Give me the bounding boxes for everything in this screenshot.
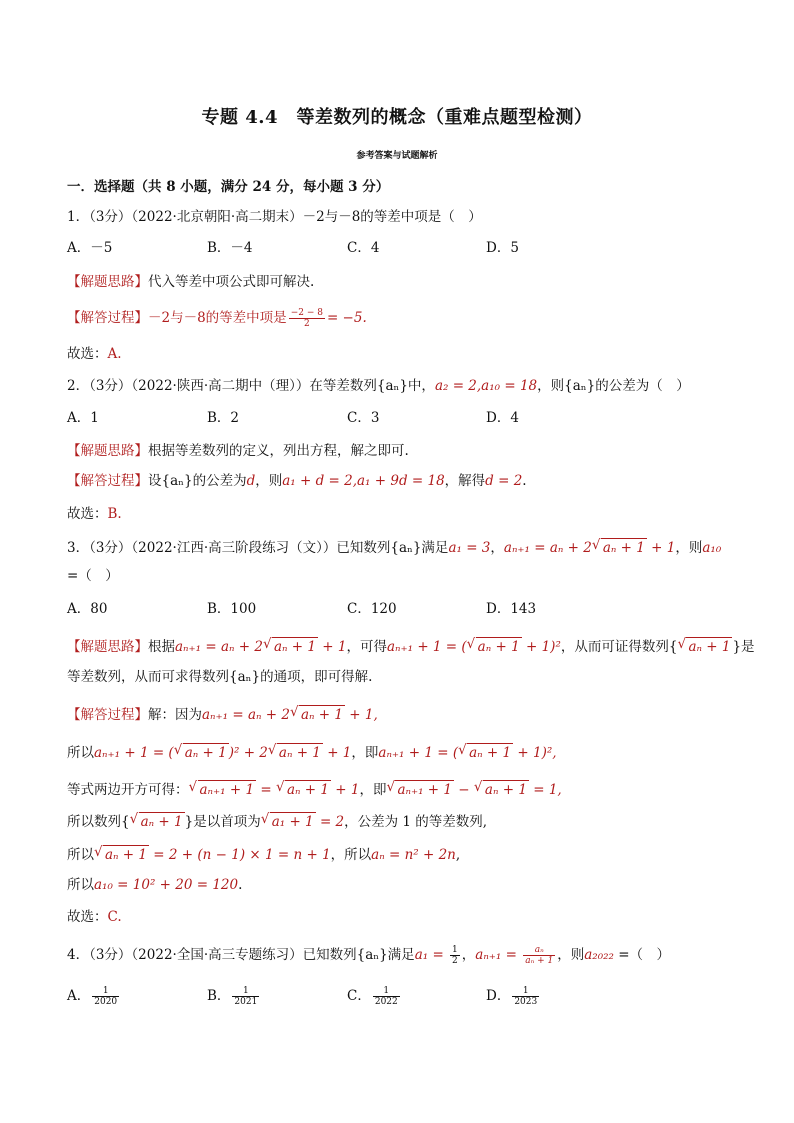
q3-stem-sqrt: √ aₙ + 1 bbox=[601, 538, 647, 557]
q2-stem-part-b: ，则{aₙ}的公差为（ ） bbox=[537, 378, 690, 394]
q4-option-c bbox=[347, 986, 402, 1007]
q3-p2-b: ，即 bbox=[351, 745, 379, 761]
q3-process-line6 bbox=[67, 876, 242, 894]
q3-p4-sqrt1: √ aₙ + 1 bbox=[139, 812, 185, 831]
q3-idea-m3: aₙ₊₁ + 1 = ( bbox=[386, 639, 467, 655]
q2-stem-part-a: 2．（3分）（2022·陕西·高二期中（理））在等差数列{aₙ}中， bbox=[67, 378, 435, 394]
q3-idea-m2: + 1 bbox=[317, 639, 347, 655]
q2-process-d: d bbox=[246, 473, 256, 489]
page-title: 专题 4.4 等差数列的概念（重难点题型检测） bbox=[201, 107, 593, 128]
q3-idea-m1: aₙ₊₁ = aₙ + 2 bbox=[175, 639, 263, 655]
q1-option-b: B．－4 bbox=[207, 240, 253, 256]
answer-label: 故选： bbox=[67, 346, 108, 362]
q4-stem bbox=[67, 945, 670, 966]
q3-option-d: D．143 bbox=[486, 601, 537, 617]
q3-p1-sqrt: √ aₙ + 1 bbox=[299, 705, 345, 724]
q3-p4-c: ，公差为 1 的等差数列, bbox=[344, 814, 488, 830]
q3-idea-sqrt2: √ aₙ + 1 bbox=[476, 637, 522, 656]
q1-process-text: －2与－8的等差中项是 bbox=[148, 310, 287, 326]
q3-idea-a: 根据 bbox=[148, 639, 175, 655]
q3-idea-line2: 等差数列，从而可求得数列{aₙ}的通项，即可得解. bbox=[67, 669, 373, 685]
q4-stem-frac1-num: 1 bbox=[452, 945, 458, 955]
q3-process-line3 bbox=[67, 780, 562, 799]
q4-stem-frac2-den: aₙ + 1 bbox=[525, 956, 554, 966]
q3-answer-value: C. bbox=[107, 909, 122, 925]
q3-p2-sqrt1: √ aₙ + 1 bbox=[183, 743, 229, 762]
q2-process bbox=[67, 472, 527, 490]
q2-stem bbox=[67, 377, 690, 395]
q3-idea-b: ，可得 bbox=[346, 639, 387, 655]
q4-stem-part-a: 4．（3分）（2022·全国·高三专题练习）已知数列{aₙ}满足 bbox=[67, 947, 415, 963]
q3-p2-sqrt3: √ aₙ + 1 bbox=[467, 743, 513, 762]
q3-idea bbox=[67, 637, 755, 656]
q2-idea bbox=[67, 442, 409, 460]
q3-p6-math: a₁₀ = 10² + 20 = 120 bbox=[94, 877, 239, 893]
q1-fraction-denominator: 2 bbox=[303, 319, 310, 329]
q4-option-c-num: 1 bbox=[373, 986, 400, 997]
q3-p5-sqrt: √ aₙ + 1 bbox=[103, 845, 149, 864]
q4-option-a-prefix: A． bbox=[67, 988, 91, 1004]
q2-stem-math: a₂ = 2,a₁₀ = 18 bbox=[434, 378, 538, 394]
q4-option-b-frac bbox=[232, 986, 259, 1007]
q4-stem-frac2 bbox=[523, 945, 555, 966]
q3-p2-m5: + 1)², bbox=[513, 745, 557, 761]
q3-p6-a: 所以 bbox=[67, 877, 94, 893]
q2-option-d: D．4 bbox=[486, 410, 519, 426]
answer-label: 故选： bbox=[67, 506, 108, 522]
q1-stem: 1．（3分）（2022·北京朝阳·高二期末）－2与－8的等差中项是（ ） bbox=[67, 209, 482, 225]
q1-process-result: = −5. bbox=[326, 310, 367, 326]
q3-stem-recurrence: aₙ₊₁ = aₙ + 2 bbox=[503, 540, 592, 556]
q4-option-b-prefix: B． bbox=[207, 988, 231, 1004]
q3-p3-sqrt3: √ aₙ₊₁ + 1 bbox=[395, 780, 454, 799]
q3-p5-m2: aₙ = n² + 2n bbox=[371, 847, 456, 863]
q3-answer bbox=[67, 908, 122, 926]
q4-stem-part-b: ， bbox=[461, 947, 476, 963]
q3-option-b: B．100 bbox=[207, 601, 257, 617]
q4-option-c-frac bbox=[373, 986, 400, 1007]
q1-answer-value: A. bbox=[107, 346, 122, 362]
q3-p5-b: ，所以 bbox=[330, 847, 372, 863]
q4-option-b-num: 1 bbox=[232, 986, 259, 997]
q4-stem-part-c: ，则 bbox=[557, 947, 585, 963]
q4-option-c-den: 2022 bbox=[374, 997, 398, 1007]
q3-p2-sqrt2: √ aₙ + 1 bbox=[277, 743, 323, 762]
q3-p4-a: 所以数列{ bbox=[67, 814, 130, 830]
q3-idea-sqrt: √ aₙ + 1 bbox=[272, 637, 318, 656]
q4-stem-frac1 bbox=[450, 945, 460, 966]
q1-process bbox=[67, 308, 367, 329]
q3-p6-b: . bbox=[238, 877, 243, 893]
q3-p2-m1: aₙ₊₁ + 1 = ( bbox=[94, 745, 174, 761]
q2-process-end: . bbox=[522, 473, 527, 489]
q3-p3-sqrt1: √ aₙ₊₁ + 1 bbox=[198, 780, 257, 799]
q3-stem-part-c: ，则 bbox=[675, 540, 703, 556]
q1-option-c: C．4 bbox=[347, 240, 380, 256]
q2-option-a: A．1 bbox=[67, 410, 99, 426]
q3-stem-line2: =（ ） bbox=[67, 568, 119, 584]
section-heading: 一．选择题（共 8 小题，满分 24 分，每小题 3 分） bbox=[67, 179, 390, 195]
q2-option-b: B．2 bbox=[207, 410, 240, 426]
q3-stem-plus-one: + 1 bbox=[646, 540, 676, 556]
q3-idea-sqrt3: √ aₙ + 1 bbox=[686, 637, 732, 656]
q4-option-a-num: 1 bbox=[92, 986, 119, 997]
q3-idea-m4: + 1)² bbox=[521, 639, 561, 655]
q3-p1-math: aₙ₊₁ = aₙ + 2 bbox=[202, 707, 290, 723]
q2-process-math: a₁ + d = 2,a₁ + 9d = 18 bbox=[282, 473, 445, 489]
q4-stem-frac2-num: aₙ bbox=[523, 945, 555, 956]
q4-option-d-num: 1 bbox=[512, 986, 539, 997]
q3-p4-b: }是以首项为 bbox=[184, 814, 261, 830]
q3-p3-m2: + 1 bbox=[330, 782, 360, 798]
q3-stem bbox=[67, 538, 721, 557]
q4-option-a-frac bbox=[92, 986, 119, 1007]
q4-option-d bbox=[486, 986, 541, 1007]
q3-p5-c: , bbox=[455, 847, 461, 863]
q4-option-d-den: 2023 bbox=[514, 997, 538, 1007]
q3-process-line1 bbox=[67, 705, 378, 724]
q3-p2-m2: )² + 2 bbox=[228, 745, 268, 761]
idea-label: 【解题思路】 bbox=[67, 274, 148, 290]
q2-process-part-b: ，则 bbox=[255, 473, 283, 489]
q4-option-a bbox=[67, 986, 121, 1007]
q2-process-part-a: 设{aₙ}的公差为 bbox=[148, 473, 247, 489]
q4-option-b bbox=[207, 986, 261, 1007]
q2-answer bbox=[67, 505, 122, 523]
q1-fraction bbox=[289, 308, 325, 329]
q3-stem-a10: a₁₀ bbox=[702, 540, 722, 556]
q3-p2-a: 所以 bbox=[67, 745, 94, 761]
process-label: 【解答过程】 bbox=[67, 310, 148, 326]
q1-answer bbox=[67, 345, 122, 363]
q2-option-c: C．3 bbox=[347, 410, 380, 426]
q4-option-d-prefix: D． bbox=[486, 988, 511, 1004]
q3-process-line2 bbox=[67, 743, 557, 762]
q4-stem-frac1-den: 2 bbox=[452, 956, 458, 966]
q1-fraction-numerator: −2 − 8 bbox=[290, 308, 323, 318]
q3-p5-m1: = 2 + (n − 1) × 1 = n + 1 bbox=[149, 847, 331, 863]
q3-idea-c: ，从而可证得数列{ bbox=[560, 639, 678, 655]
q1-idea bbox=[67, 273, 314, 291]
q4-stem-part-d: =（ ） bbox=[613, 947, 671, 963]
idea-label: 【解题思路】 bbox=[67, 639, 148, 655]
q4-option-b-den: 2021 bbox=[234, 997, 258, 1007]
q1-option-d: D．5 bbox=[486, 240, 519, 256]
q2-process-part-c: ，解得 bbox=[444, 473, 486, 489]
q3-p3-sqrt4: √ aₙ + 1 bbox=[483, 780, 529, 799]
q2-idea-text: 根据等差数列的定义，列出方程，解之即可. bbox=[148, 443, 409, 459]
q4-stem-m1: a₁ = bbox=[414, 947, 449, 963]
q4-option-d-frac bbox=[512, 986, 539, 1007]
idea-label: 【解题思路】 bbox=[67, 443, 148, 459]
q3-stem-part-b: ， bbox=[490, 540, 504, 556]
q3-p3-m1: = bbox=[256, 782, 276, 798]
q3-stem-part-a: 3．（3分）（2022·江西·高三阶段练习（文））已知数列{aₙ}满足 bbox=[67, 540, 449, 556]
q3-p5-a: 所以 bbox=[67, 847, 94, 863]
q3-idea-d: }是 bbox=[732, 639, 755, 655]
q4-option-a-den: 2020 bbox=[94, 997, 118, 1007]
q1-option-a: A．－5 bbox=[67, 240, 113, 256]
process-label: 【解答过程】 bbox=[67, 473, 148, 489]
q3-p3-b: ，即 bbox=[359, 782, 387, 798]
q3-p3-m4: = 1, bbox=[528, 782, 562, 798]
q3-p3-sqrt2: √ aₙ + 1 bbox=[285, 780, 331, 799]
answer-label: 故选： bbox=[67, 909, 108, 925]
page-subtitle: 参考答案与试题解析 bbox=[356, 151, 438, 161]
q4-stem-m3: a₂₀₂₂ bbox=[584, 947, 614, 963]
q4-stem-m2: aₙ₊₁ = bbox=[475, 947, 522, 963]
q2-answer-value: B. bbox=[107, 506, 122, 522]
process-label: 【解答过程】 bbox=[67, 707, 148, 723]
q3-p3-m3: − bbox=[454, 782, 474, 798]
q3-p1-a: 解：因为 bbox=[148, 707, 202, 723]
q2-process-result: d = 2 bbox=[485, 473, 523, 489]
q3-stem-a1: a₁ = 3 bbox=[448, 540, 491, 556]
q3-option-a: A．80 bbox=[67, 601, 108, 617]
q3-p3-a: 等式两边开方可得： bbox=[67, 782, 189, 798]
q4-option-c-prefix: C． bbox=[347, 988, 371, 1004]
q3-option-c: C．120 bbox=[347, 601, 397, 617]
q3-process-line5 bbox=[67, 845, 460, 864]
q3-process-line4 bbox=[67, 812, 487, 831]
q3-p2-m4: aₙ₊₁ + 1 = ( bbox=[378, 745, 459, 761]
q3-p2-m3: + 1 bbox=[322, 745, 352, 761]
q1-idea-text: 代入等差中项公式即可解决. bbox=[148, 274, 315, 290]
q3-p4-sqrt2: √ a₁ + 1 bbox=[270, 812, 316, 831]
q3-p4-math: = 2 bbox=[315, 814, 345, 830]
q3-p1-tail: + 1, bbox=[344, 707, 378, 723]
